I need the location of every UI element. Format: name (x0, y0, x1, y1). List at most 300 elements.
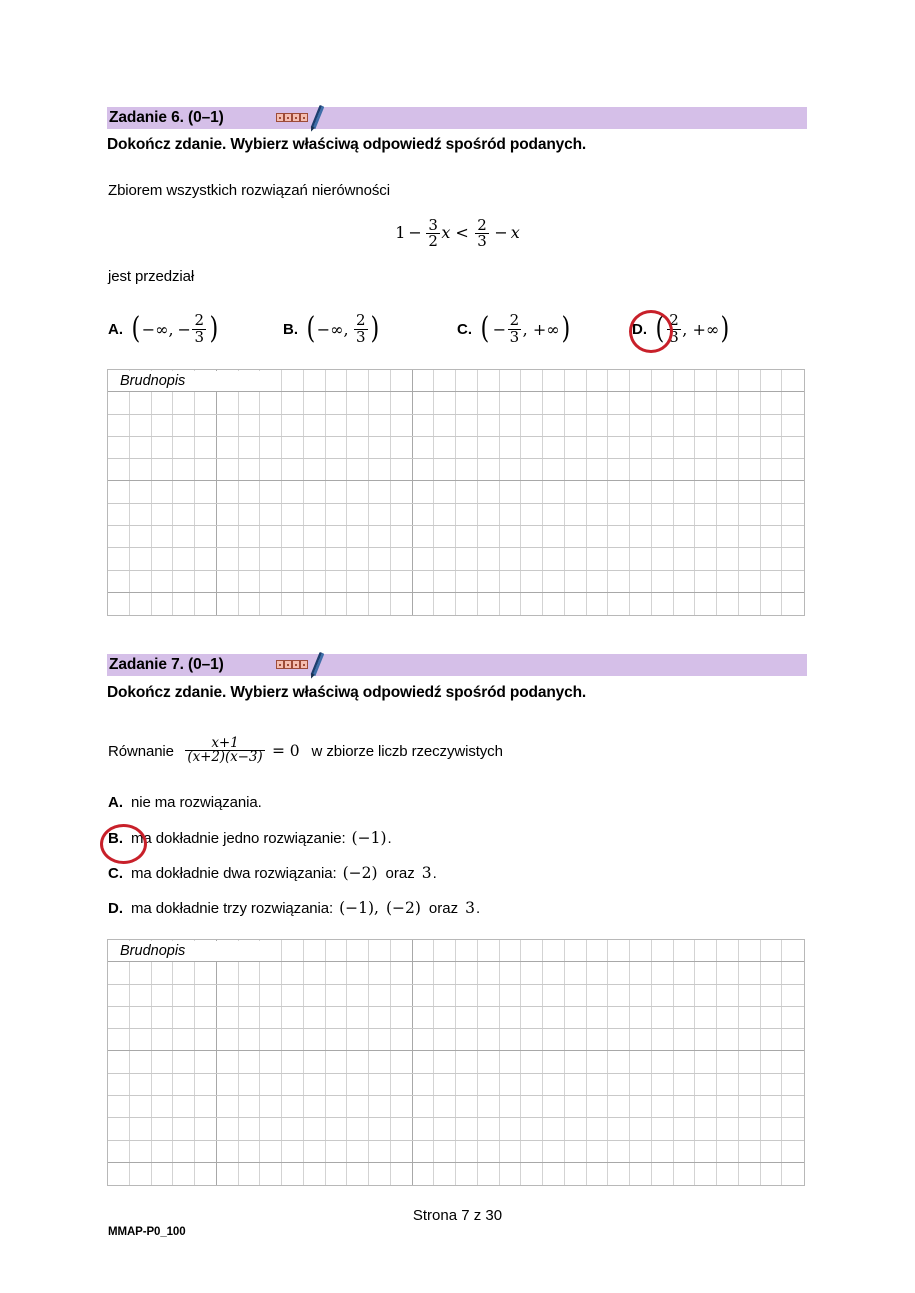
equation-6 (0, 215, 915, 250)
grid-cell (239, 985, 261, 1006)
grid-cell (152, 415, 174, 436)
grid-cell (434, 526, 456, 547)
grid-cell (739, 1096, 761, 1117)
grid-cell (630, 1118, 652, 1139)
grid-cell (695, 1163, 717, 1185)
grid-cell (326, 1029, 348, 1050)
grid-cell (282, 1118, 304, 1139)
grid-cell (260, 392, 282, 413)
grid-cell (456, 1029, 478, 1050)
grid-cell (782, 459, 804, 480)
grid-cell (500, 571, 522, 592)
option-7-d[interactable] (108, 899, 480, 917)
grid-cell (130, 415, 152, 436)
grid-cell (347, 571, 369, 592)
grid-cell (326, 962, 348, 983)
grid-row (108, 1074, 804, 1096)
grid-cell (543, 1118, 565, 1139)
grid-cell (282, 985, 304, 1006)
grid-cell (217, 481, 239, 502)
option-6-d[interactable] (632, 312, 731, 347)
grid-cell (260, 481, 282, 502)
option-6-c-sign: − (492, 320, 507, 339)
task-instruction-7: Dokończ zdanie. Wybierz właściwą odpowiedź spośród podanych. (107, 684, 587, 701)
grid-row (108, 1029, 804, 1051)
grid-cell (782, 370, 804, 391)
grid-cell (500, 504, 522, 525)
grid-cell (695, 526, 717, 547)
grid-cell (108, 1118, 130, 1139)
grid-cell (260, 1096, 282, 1117)
grid-cell (521, 437, 543, 458)
grid-cell (239, 548, 261, 569)
multiple-choice-pen-icon (276, 109, 332, 127)
paren-open: ( (655, 311, 665, 346)
option-6-c-num: 2 (509, 311, 520, 330)
option-7-c[interactable] (108, 864, 437, 882)
grid-cell (304, 370, 326, 391)
grid-cell (434, 1029, 456, 1050)
option-7-d-letter: D. (108, 900, 123, 917)
grid-cell (521, 940, 543, 961)
grid-cell (282, 1074, 304, 1095)
grid-cell (565, 526, 587, 547)
grid-cell (608, 459, 630, 480)
grid-cell (130, 481, 152, 502)
grid-cell (326, 504, 348, 525)
grid-cell (326, 526, 348, 547)
grid-cell (587, 985, 609, 1006)
page-number: Strona 7 z 30 (412, 1207, 503, 1224)
grid-cell (717, 437, 739, 458)
grid-cell (434, 415, 456, 436)
grid-cell (369, 459, 391, 480)
grid-cell (347, 1029, 369, 1050)
grid-cell (478, 1141, 500, 1162)
grid-cell (565, 1096, 587, 1117)
grid-row (108, 526, 804, 548)
grid-cell (369, 481, 391, 502)
grid-cell (369, 985, 391, 1006)
grid-cell (543, 962, 565, 983)
task-follow-text-6: jest przedział (108, 268, 195, 285)
grid-cell (282, 962, 304, 983)
eq6-rhs-num: 2 (477, 215, 487, 234)
option-6-d-letter: D. (632, 321, 647, 338)
grid-cell (108, 392, 130, 413)
grid-cell (674, 1163, 696, 1185)
grid-cell (761, 985, 783, 1006)
grid-cell (282, 593, 304, 615)
grid-cell (456, 571, 478, 592)
grid-cell (152, 1029, 174, 1050)
grid-cell (391, 1141, 413, 1162)
grid-cell (217, 392, 239, 413)
grid-cell (369, 370, 391, 391)
grid-cell (326, 1007, 348, 1028)
grid-cell (326, 459, 348, 480)
grid-cell (587, 370, 609, 391)
grid-cell (478, 1096, 500, 1117)
grid-cell (761, 548, 783, 569)
grid-cell (152, 985, 174, 1006)
grid-cell (761, 593, 783, 615)
grid-cell (413, 415, 435, 436)
grid-row (108, 504, 804, 526)
grid-cell (521, 459, 543, 480)
grid-cell (565, 392, 587, 413)
grid-cell (369, 571, 391, 592)
grid-cell (326, 437, 348, 458)
grid-cell (369, 1141, 391, 1162)
grid-cell (347, 1074, 369, 1095)
grid-cell (282, 1163, 304, 1185)
grid-cell (587, 1051, 609, 1072)
grid-cell (304, 526, 326, 547)
grid-cell (630, 415, 652, 436)
grid-cell (717, 548, 739, 569)
grid-cell (761, 504, 783, 525)
option-7-c-math-1: (−2) (342, 864, 378, 882)
eq6-lhs-fraction (426, 215, 440, 250)
grid-cell (130, 392, 152, 413)
grid-cell (500, 1029, 522, 1050)
grid-cell (413, 526, 435, 547)
grid-cell (587, 392, 609, 413)
grid-cell (674, 1029, 696, 1050)
grid-row (108, 548, 804, 570)
grid-cell (674, 1118, 696, 1139)
grid-cell (239, 1051, 261, 1072)
grid-cell (565, 504, 587, 525)
grid-cell (761, 437, 783, 458)
grid-cell (217, 526, 239, 547)
grid-cell (456, 1096, 478, 1117)
grid-cell (173, 481, 195, 502)
grid-cell (543, 985, 565, 1006)
grid-cell (239, 593, 261, 615)
option-7-a[interactable] (108, 794, 262, 811)
grid-cell (413, 370, 435, 391)
grid-cell (391, 481, 413, 502)
paren-open: ( (306, 311, 316, 346)
grid-cell (304, 1141, 326, 1162)
grid-cell (543, 459, 565, 480)
grid-cell (587, 459, 609, 480)
grid-cell (239, 459, 261, 480)
eq7-relation: = 0 (272, 742, 300, 761)
grid-cell (652, 437, 674, 458)
grid-cell (630, 437, 652, 458)
grid-cell (500, 392, 522, 413)
option-6-d-num: 2 (669, 311, 679, 330)
grid-cell (413, 437, 435, 458)
scratch-label-6: Brudnopis (120, 373, 186, 389)
equation-7 (184, 734, 300, 766)
grid-cell (695, 962, 717, 983)
grid-cell (217, 962, 239, 983)
grid-cell (282, 526, 304, 547)
grid-cell (108, 1074, 130, 1095)
paren-open: ( (131, 311, 141, 346)
grid-cell (521, 415, 543, 436)
grid-cell (565, 1163, 587, 1185)
grid-cell (413, 1051, 435, 1072)
grid-cell (674, 1051, 696, 1072)
option-6-a-left: −∞, (141, 320, 174, 339)
grid-cell (282, 940, 304, 961)
grid-cell (391, 985, 413, 1006)
grid-cell (565, 962, 587, 983)
grid-cell (543, 571, 565, 592)
grid-cell (217, 415, 239, 436)
grid-cell (413, 940, 435, 961)
grid-cell (347, 392, 369, 413)
grid-cell (195, 985, 217, 1006)
grid-cell (413, 481, 435, 502)
option-7-b-period: . (387, 830, 392, 847)
grid-cell (782, 593, 804, 615)
grid-cell (478, 1118, 500, 1139)
grid-cell (456, 1118, 478, 1139)
grid-cell (478, 370, 500, 391)
grid-cell (587, 1163, 609, 1185)
grid-cell (630, 593, 652, 615)
grid-cell (695, 1096, 717, 1117)
eq6-rhs-var: x (510, 223, 520, 243)
grid-cell (108, 1029, 130, 1050)
grid-cell (608, 593, 630, 615)
grid-cell (413, 1096, 435, 1117)
grid-cell (652, 1074, 674, 1095)
grid-cell (521, 1163, 543, 1185)
option-6-b[interactable] (283, 312, 381, 347)
grid-cell (304, 1118, 326, 1139)
grid-cell (260, 459, 282, 480)
grid-cell (478, 526, 500, 547)
grid-cell (717, 504, 739, 525)
grid-cell (652, 940, 674, 961)
grid-cell (195, 526, 217, 547)
grid-cell (478, 481, 500, 502)
grid-cell (282, 1096, 304, 1117)
grid-cell (434, 593, 456, 615)
grid-cell (695, 571, 717, 592)
grid-cell (282, 481, 304, 502)
grid-cell (130, 1074, 152, 1095)
grid-cell (391, 504, 413, 525)
grid-cell (608, 1007, 630, 1028)
grid-cell (782, 437, 804, 458)
grid-cell (326, 1096, 348, 1117)
grid-cell (130, 1118, 152, 1139)
scratch-label-mask (109, 371, 261, 392)
grid-row (108, 1141, 804, 1163)
grid-cell (195, 1074, 217, 1095)
grid-cell (782, 571, 804, 592)
grid-cell (391, 1163, 413, 1185)
scratch-grid-7[interactable] (107, 939, 805, 1186)
grid-cell (434, 459, 456, 480)
grid-row (108, 593, 804, 615)
grid-cell (500, 481, 522, 502)
grid-cell (434, 1118, 456, 1139)
grid-cell (456, 504, 478, 525)
grid-cell (173, 1141, 195, 1162)
grid-cell (630, 548, 652, 569)
grid-cell (304, 985, 326, 1006)
option-6-a-value (130, 312, 219, 347)
grid-cell (391, 526, 413, 547)
grid-cell (195, 1141, 217, 1162)
grid-cell (782, 1051, 804, 1072)
grid-cell (521, 1074, 543, 1095)
grid-cell (782, 1007, 804, 1028)
grid-cell (652, 1029, 674, 1050)
grid-cell (521, 593, 543, 615)
option-7-d-text: ma dokładnie trzy rozwiązania: (131, 900, 334, 917)
grid-cell (369, 526, 391, 547)
option-7-c-period: . (432, 865, 437, 882)
grid-row (108, 459, 804, 481)
grid-cell (326, 571, 348, 592)
option-6-a-fraction (192, 313, 206, 345)
grid-cell (239, 437, 261, 458)
grid-cell (173, 548, 195, 569)
grid-cell (717, 1007, 739, 1028)
grid-cell (173, 1074, 195, 1095)
grid-cell (500, 1141, 522, 1162)
grid-cell (630, 392, 652, 413)
grid-cell (717, 940, 739, 961)
grid-cell (304, 1096, 326, 1117)
grid-row (108, 415, 804, 437)
grid-cell (108, 504, 130, 525)
grid-cell (391, 1051, 413, 1072)
multiple-choice-pen-icon (276, 656, 332, 674)
grid-cell (260, 437, 282, 458)
grid-cell (674, 459, 696, 480)
grid-cell (587, 526, 609, 547)
grid-cell (152, 437, 174, 458)
grid-cell (326, 1074, 348, 1095)
grid-row (108, 1007, 804, 1029)
grid-cell (326, 415, 348, 436)
grid-cell (587, 548, 609, 569)
eq7-fraction (185, 734, 264, 766)
grid-cell (478, 1163, 500, 1185)
grid-cell (456, 370, 478, 391)
scratch-label-7: Brudnopis (120, 943, 186, 959)
grid-cell (413, 1029, 435, 1050)
grid-cell (565, 437, 587, 458)
grid-cell (108, 481, 130, 502)
grid-cell (521, 504, 543, 525)
grid-cell (695, 415, 717, 436)
grid-cell (565, 1029, 587, 1050)
grid-cell (130, 962, 152, 983)
grid-cell (565, 1007, 587, 1028)
grid-cell (674, 985, 696, 1006)
scratch-grid-6[interactable] (107, 369, 805, 616)
grid-cell (630, 526, 652, 547)
grid-cell (282, 571, 304, 592)
grid-cell (152, 1051, 174, 1072)
equation-6-expression (395, 215, 520, 250)
grid-cell (152, 392, 174, 413)
option-6-a[interactable] (108, 312, 219, 347)
grid-cell (717, 415, 739, 436)
grid-cell (239, 504, 261, 525)
grid-cell (195, 571, 217, 592)
option-7-b[interactable] (108, 829, 392, 847)
grid-cell (521, 481, 543, 502)
grid-cell (478, 940, 500, 961)
grid-cell (761, 940, 783, 961)
grid-cell (478, 459, 500, 480)
grid-cell (521, 548, 543, 569)
grid-cell (173, 1096, 195, 1117)
paren-close: ) (561, 311, 570, 346)
grid-cell (761, 459, 783, 480)
grid-cell (652, 504, 674, 525)
grid-cell (739, 481, 761, 502)
grid-cell (652, 481, 674, 502)
option-6-c[interactable] (457, 312, 571, 347)
grid-cell (152, 571, 174, 592)
grid-cell (674, 593, 696, 615)
grid-cell (434, 392, 456, 413)
grid-cell (173, 962, 195, 983)
grid-cell (108, 459, 130, 480)
grid-cell (652, 1096, 674, 1117)
grid-cell (391, 940, 413, 961)
eq6-lhs-minus: − (408, 223, 422, 243)
grid-cell (543, 1007, 565, 1028)
grid-cell (304, 571, 326, 592)
grid-cell (282, 459, 304, 480)
grid-cell (152, 504, 174, 525)
grid-cell (543, 1163, 565, 1185)
grid-cell (369, 415, 391, 436)
grid-cell (543, 548, 565, 569)
grid-cell (434, 437, 456, 458)
grid-cell (391, 962, 413, 983)
grid-cell (630, 1007, 652, 1028)
grid-cell (630, 1051, 652, 1072)
grid-cell (108, 1007, 130, 1028)
grid-cell (195, 1118, 217, 1139)
grid-cell (282, 437, 304, 458)
grid-cell (761, 1163, 783, 1185)
grid-cell (260, 1007, 282, 1028)
grid-cell (217, 1051, 239, 1072)
grid-cell (152, 593, 174, 615)
grid-cell (456, 1163, 478, 1185)
grid-cell (674, 370, 696, 391)
grid-cell (500, 415, 522, 436)
grid-cell (391, 1007, 413, 1028)
grid-cell (587, 415, 609, 436)
grid-cell (260, 526, 282, 547)
grid-cell (674, 415, 696, 436)
grid-cell (630, 1029, 652, 1050)
grid-cell (152, 1141, 174, 1162)
grid-cell (369, 962, 391, 983)
grid-cell (260, 504, 282, 525)
answer-boxes-icon (276, 660, 308, 669)
option-6-b-value (305, 312, 381, 347)
